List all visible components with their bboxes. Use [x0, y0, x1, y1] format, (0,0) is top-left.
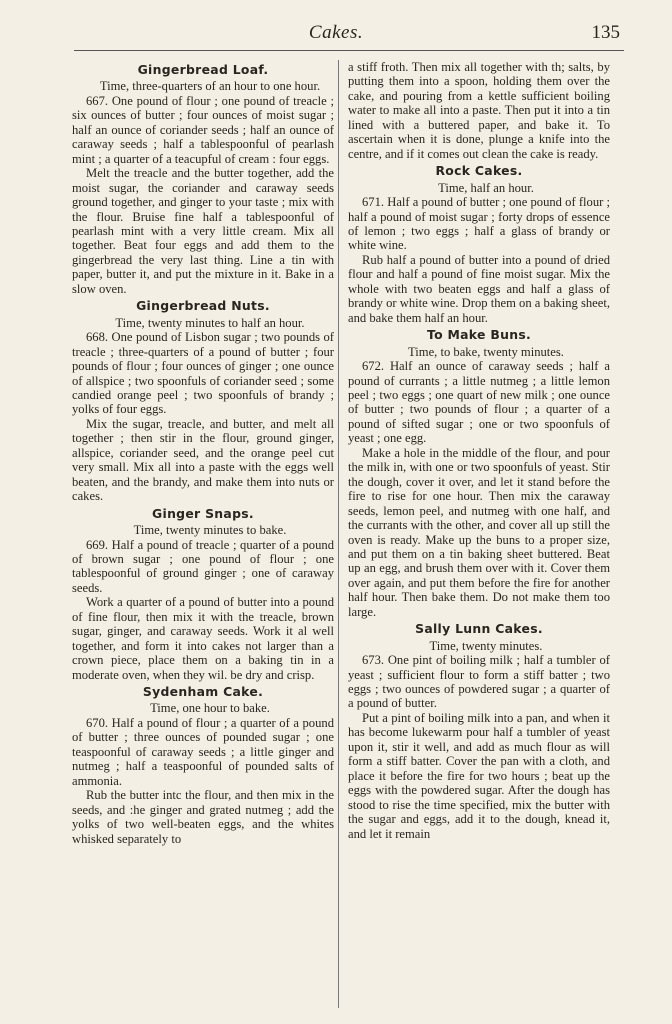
recipe-title: To Make Buns. [426, 327, 531, 343]
recipe-method: Mix the sugar, treacle, and butter, and melt all together ; then stir in the flour, ground ginger, allspice, coriander seed, and the orange peel cut very small. Mix all into a paste with the eggs well beaten, and the brandy, and make them into nuts or cakes. [72, 416, 334, 504]
recipe-title: Gingerbread Nuts. [136, 298, 270, 314]
recipe-gingerbread-nuts [72, 299, 334, 503]
recipe-buns [348, 328, 610, 619]
recipe-time: Time, twenty minutes to bake. [133, 523, 287, 538]
recipe-gingerbread-loaf [72, 63, 334, 296]
recipe-sally-lunn-cakes [348, 622, 610, 841]
recipe-title: Ginger Snaps. [152, 505, 254, 521]
recipe-ginger-snaps [72, 507, 334, 682]
recipe-time: Time, twenty minutes. [429, 638, 543, 653]
recipe-ingredients: 673. One pint of boiling milk ; half a tumbler of yeast ; sufficient flour to form a stiff batter ; two eggs ; two ounces of powdered sugar ; a quarter of a pound of butter. [348, 653, 610, 711]
running-head: Cakes. [308, 22, 364, 43]
recipe-method: Rub half a pound of butter into a pound of dried flour and half a pound of fine moist sugar. Mix the whole with two beaten eggs and half a glass of brandy or white wine. Drop them on a baking sheet, and bake them half an hour. [348, 252, 610, 325]
recipe-time: Time, to bake, twenty minutes. [408, 344, 564, 359]
recipe-title: Gingerbread Loaf. [137, 62, 269, 77]
recipe-sydenham-cake [72, 685, 334, 846]
page-header [0, 0, 672, 52]
recipe-time: Time, three-quarters of an hour to one hour. [99, 79, 321, 94]
recipe-ingredients: 671. Half a pound of butter ; one pound of flour ; half a pound of moist sugar ; forty drops of essence of lemon ; two eggs ; half a glass of brandy or white wine. [348, 195, 610, 253]
recipe-method: Put a pint of boiling milk into a pan, and when it has become lukewarm pour half a tumbler of yeast upon it, stir it well, and add as much flour as will form a stiff batter. Cover the pan with a cloth, and place it before the fire for two hours ; beat up the eggs with the powdered sugar. After the dough has stood to rise the time specified, mix the butter with the sugar and eggs, add it to the dough, knead it, and let it remain [348, 710, 610, 841]
left-column [72, 60, 334, 846]
recipe-method: Make a hole in the middle of the flour, and pour the milk in, with one or two spoonfuls of yeast. Stir the dough, cover it over, and let it stand before the fire to rise for one hour. Then mix the caraway seeds, lemon peel, and nutmeg with one half, and the currants with the other, and cover all up still the oven is ready. Make up the buns to a proper size, and put them on a tin baking sheet buttered. Beat up an egg, and brush them over with it. Cover them over again, and put them before the fire for another half hour. Then bake them. Do not make them too large. [348, 445, 610, 619]
continued-text: a stiff froth. Then mix all together with th; salts, by putting them into a spoon, holding them over the cake, and pouring from a kettle sufficient boiling water to make all into a paste. Then put it into a tin lined with a buttered paper, and bake it. To ascertain when it is done, plunge a knife into the centre, and if it comes out clean the cake is ready. [348, 60, 610, 161]
header-rule [74, 50, 624, 51]
recipe-ingredients: 669. Half a pound of treacle ; quarter of a pound of brown sugar ; one pound of flour ; one tablespoonful of ground ginger ; one of caraway seeds. [72, 537, 334, 595]
recipe-ingredients: 667. One pound of flour ; one pound of treacle ; six ounces of butter ; four ounces of moist sugar ; half an ounce of coriander seeds ; half an ounce of caraway seeds ; half a tablespoonful of pearlash mint ; a quarter of a teacupful of cream : four eggs. [72, 93, 334, 166]
recipe-rock-cakes [348, 164, 610, 325]
recipe-title: Sydenham Cake. [142, 684, 264, 700]
recipe-time: Time, half an hour. [438, 180, 534, 195]
recipe-method: Rub the butter intc the flour, and then mix in the seeds, and :he ginger and grated nutmeg ; add the yolks of two well-beaten eggs, and the whites whisked separately to [72, 788, 334, 846]
recipe-title: Sally Lunn Cakes. [415, 621, 543, 637]
page-number: 135 [591, 22, 620, 43]
recipe-time: Time, twenty minutes to half an hour. [115, 315, 305, 330]
recipe-title: Rock Cakes. [435, 163, 523, 179]
recipe-ingredients: 668. One pound of Lisbon sugar ; two pounds of treacle ; three-quarters of a pound of butter ; four pounds of flour ; four ounces of ginger ; one ounce of allspice ; two spoonfuls of coriander seed ; some candied orange peel ; two spoonfuls of brandy ; yolks of four eggs. [72, 330, 334, 417]
recipe-time: Time, one hour to bake. [150, 701, 270, 716]
column-divider [338, 60, 339, 1008]
recipe-method: Work a quarter of a pound of butter into a pound of fine flour, then mix it with the treacle, brown sugar, ginger, and caraway seeds. Work it al well together, and form it into cakes not larger than a crown piece, place them on a baking tin in a moderate oven, when they wil. be dry and crisp. [72, 595, 334, 682]
recipe-ingredients: 672. Half an ounce of caraway seeds ; half a pound of currants ; a little nutmeg ; a little lemon peel ; two eggs ; one quart of new milk ; one ounce of butter ; two pounds of flour ; a quarter of a pound of sifted sugar ; one or two spoonfuls of yeast ; one egg. [348, 359, 610, 446]
recipe-method: Melt the treacle and the butter together, add the moist sugar, the coriander and caraway seeds ground together, and ginger to your taste ; mix with the flour. Bruise fine half a tablespoonful of pearlash mint with a very little cream. Mix all together. Beat four eggs and add them to the gingerbread the very last thing. Line a tin with paper, butter it, and put the mixture in it. Bake in a slow oven. [72, 166, 334, 296]
recipe-ingredients: 670. Half a pound of flour ; a quarter of a pound of butter ; three ounces of pounded sugar ; one teaspoonful of caraway seeds ; a little ginger and nutmeg ; half a teaspoonful of pounded salts of ammonia. [72, 715, 334, 788]
right-column [348, 60, 610, 841]
